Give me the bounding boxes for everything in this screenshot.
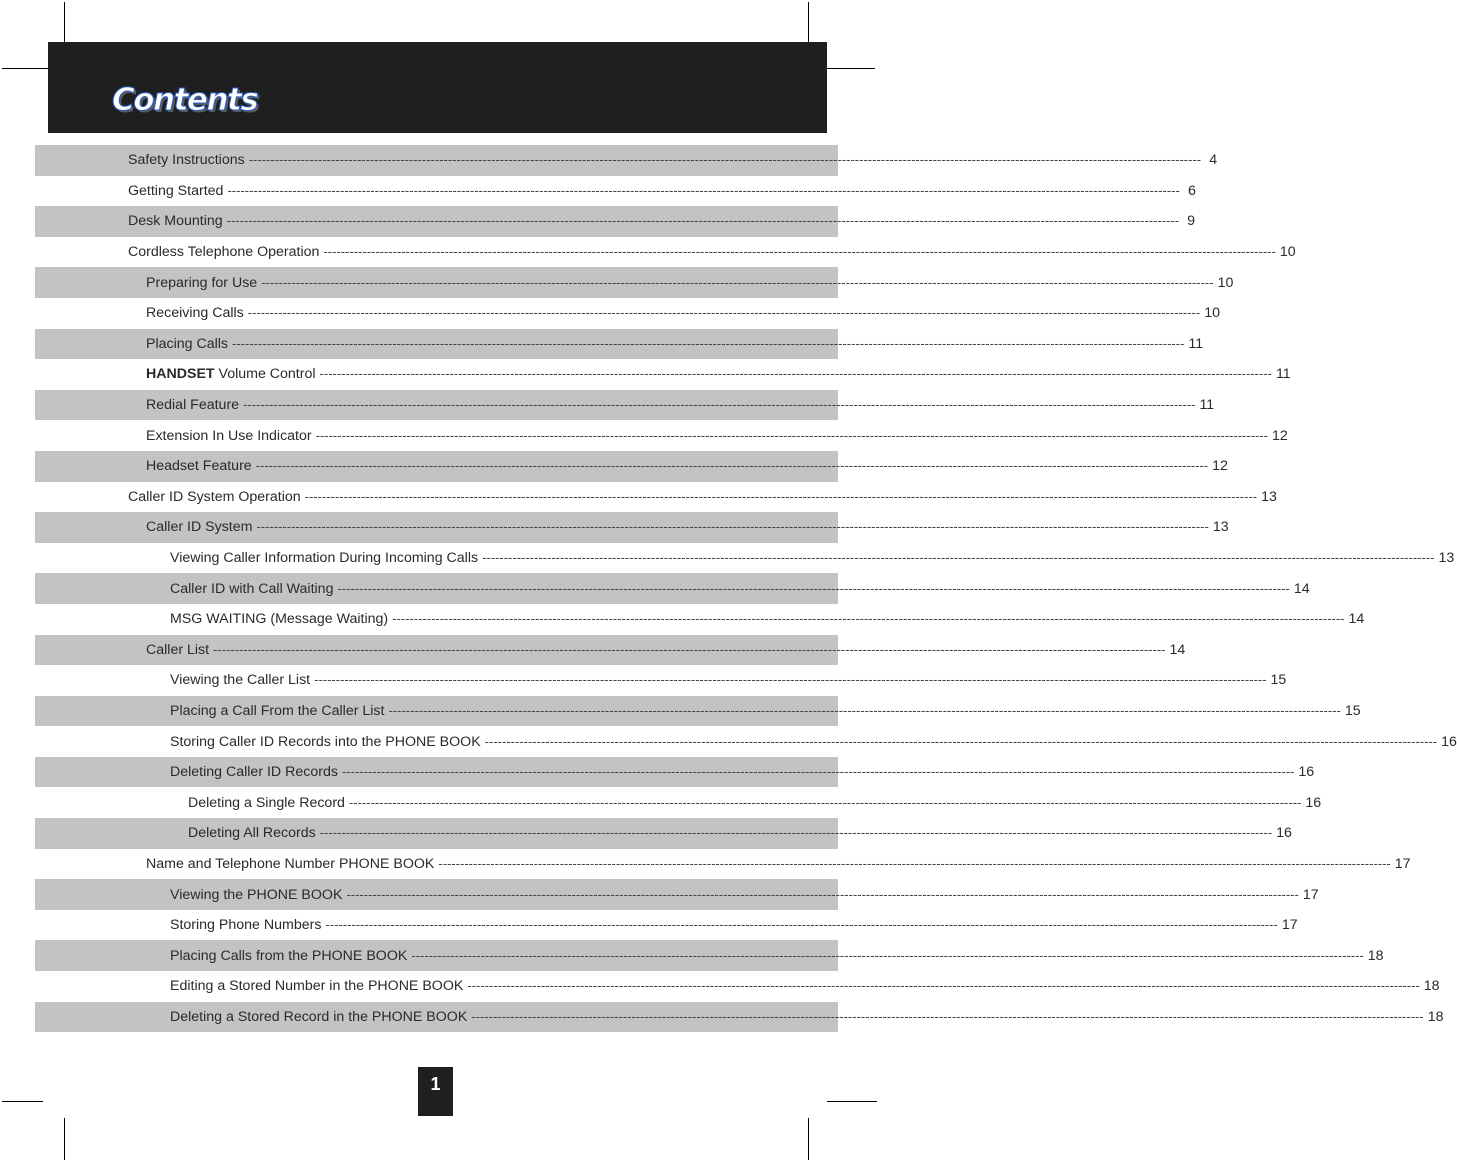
toc-row[interactable] [35,298,1220,329]
toc-entry-page: 17 [1281,917,1298,934]
toc-entry-label: Cordless Telephone Operation [128,244,320,261]
crop-mark-bottom-left-vertical [64,1118,65,1160]
toc-leader-dots: ---------------------------------------------------------------------------------------------------------------------------------------------------------------------------------------------------------------------------- [341,764,1295,780]
toc-leader-dots: ---------------------------------------------------------------------------------------------------------------------------------------------------------------------------------------------------------------------------- [315,427,1269,443]
toc-leader-dots: ---------------------------------------------------------------------------------------------------------------------------------------------------------------------------------------------------------------------------- [323,244,1276,260]
toc-entry[interactable] [188,825,1292,842]
toc-entry-page: 16 [1276,825,1292,842]
toc-leader-dots: ---------------------------------------------------------------------------------------------------------------------------------------------------------------------------------------------------------------------------- [243,397,1196,413]
toc-entry[interactable] [146,366,1291,383]
toc-entry-page: 13 [1438,550,1455,567]
toc-row[interactable] [35,329,1204,360]
page-title: Contents [112,82,258,118]
toc-row[interactable] [35,910,1298,941]
toc-entry-label-bold: HANDSET [146,366,215,383]
toc-entry[interactable] [146,427,1288,444]
toc-entry-page: 14 [1348,611,1365,628]
toc-row[interactable] [35,512,1229,543]
toc-entry-label: Viewing Caller Information During Incoming Calls [170,550,479,567]
toc-entry-label: Desk Mounting [128,213,223,230]
toc-entry-label: Deleting Caller ID Records [170,764,338,781]
toc-entry-label-text: Volume Control [214,366,316,383]
toc-row[interactable] [35,390,1215,421]
toc-entry[interactable] [170,733,1457,750]
toc-entry-page: 13 [1261,488,1277,505]
toc-entry[interactable] [170,1008,1444,1025]
toc-leader-dots: ---------------------------------------------------------------------------------------------------------------------------------------------------------------------------------------------------------------------------- [256,519,1209,535]
toc-row[interactable] [35,145,1218,176]
toc-leader-dots: ---------------------------------------------------------------------------------------------------------------------------------------------------------------------------------------------------------------------------- [325,917,1278,933]
toc-entry-page: 10 [1217,274,1234,291]
toc-entry-label: Storing Caller ID Records into the PHONE BOOK [170,733,481,750]
toc-entry[interactable] [170,580,1310,597]
toc-entry-label: Name and Telephone Number PHONE BOOK [146,855,435,872]
toc-leader-dots: ---------------------------------------------------------------------------------------------------------------------------------------------------------------------------------------------------------------------------- [213,641,1166,657]
toc-entry-page: 17 [1302,886,1319,903]
toc-entry-label: Extension In Use Indicator [146,427,312,444]
toc-entry[interactable] [146,458,1228,475]
toc-entry-label: Deleting All Records [188,825,316,842]
toc-row[interactable] [35,206,1196,237]
toc-entry-label: Caller ID with Call Waiting [170,580,334,597]
toc-entry-page: 14 [1169,641,1186,658]
crop-mark-top-left-vertical [64,2,65,42]
toc-entry-label: MSG WAITING (Message Waiting) [170,611,389,628]
crop-mark-top-right-horizontal [827,68,875,69]
toc-row[interactable] [35,665,1287,696]
toc-entry[interactable] [146,335,1204,352]
crop-mark-bottom-left-horizontal [2,1101,43,1102]
toc-row[interactable] [35,818,1292,849]
toc-leader-dots: ---------------------------------------------------------------------------------------------------------------------------------------------------------------------------------------------------------------------------- [346,886,1299,902]
toc-entry-page: 10 [1204,305,1220,322]
crop-mark-bottom-right-horizontal [827,1101,877,1102]
toc-entry[interactable] [170,917,1298,934]
crop-mark-top-left-horizontal [2,68,48,69]
toc-row[interactable] [35,359,1291,390]
toc-row[interactable] [35,176,1196,207]
toc-entry[interactable] [170,947,1384,964]
toc-entry-page: 15 [1270,672,1287,689]
toc-leader-dots: ---------------------------------------------------------------------------------------------------------------------------------------------------------------------------------------------------------------------------- [388,702,1341,718]
toc-entry-page: 16 [1298,764,1315,781]
toc-leader-dots: ---------------------------------------------------------------------------------------------------------------------------------------------------------------------------------------------------------------------------- [248,152,1202,168]
toc-entry-label: Headset Feature [146,458,252,475]
toc-entry-page: 16 [1305,794,1322,811]
toc-row[interactable] [35,237,1296,268]
toc-entry[interactable] [170,764,1315,781]
toc-leader-dots: ---------------------------------------------------------------------------------------------------------------------------------------------------------------------------------------------------------------------------- [482,550,1435,566]
toc-entry-page: 11 [1188,335,1204,352]
crop-mark-bottom-right-vertical [808,1118,809,1160]
toc-entry-page: 15 [1344,702,1361,719]
toc-entry[interactable] [170,886,1319,903]
toc-entry-page: 18 [1427,1008,1444,1025]
toc-entry[interactable] [146,519,1229,536]
toc-entry-page: 18 [1367,947,1384,964]
toc-entry-page: 11 [1275,366,1291,383]
toc-row[interactable] [35,726,1457,757]
toc-row[interactable] [35,1002,1444,1033]
toc-entry-page: 12 [1272,427,1288,444]
crop-mark-top-right-vertical [808,2,809,42]
toc-entry-page: 6 [1187,182,1196,199]
toc-leader-dots: ---------------------------------------------------------------------------------------------------------------------------------------------------------------------------------------------------------------------------- [314,672,1267,688]
toc-entry-page: 12 [1212,458,1228,475]
toc-entry[interactable] [146,397,1215,414]
toc-entry-label: Viewing the Caller List [170,672,311,689]
toc-entry-label: Deleting a Stored Record in the PHONE BOOK [170,1008,468,1025]
toc-entry-page: 10 [1279,244,1296,261]
toc-leader-dots: ---------------------------------------------------------------------------------------------------------------------------------------------------------------------------------------------------------------------------- [471,1008,1424,1024]
toc-entry-label: Caller ID System Operation [128,488,301,505]
toc-row[interactable] [35,971,1440,1002]
toc-leader-dots: ---------------------------------------------------------------------------------------------------------------------------------------------------------------------------------------------------------------------------- [227,182,1180,198]
toc-entry[interactable] [170,550,1455,567]
toc-row[interactable] [35,849,1411,880]
toc-entry-label: Receiving Calls [146,305,244,322]
toc-leader-dots: ---------------------------------------------------------------------------------------------------------------------------------------------------------------------------------------------------------------------------- [232,335,1185,351]
toc-leader-dots: ---------------------------------------------------------------------------------------------------------------------------------------------------------------------------------------------------------------------------- [255,458,1209,474]
toc-entry-page: 4 [1209,152,1218,169]
toc-leader-dots: ---------------------------------------------------------------------------------------------------------------------------------------------------------------------------------------------------------------------------- [261,274,1214,290]
toc-entry[interactable] [128,213,1196,230]
toc-entry-page: 14 [1293,580,1310,597]
toc-row[interactable] [35,635,1186,666]
toc-row[interactable] [35,267,1234,298]
toc-entry[interactable] [146,305,1220,322]
toc-leader-dots: ---------------------------------------------------------------------------------------------------------------------------------------------------------------------------------------------------------------------------- [392,611,1345,627]
toc-entry-label: Placing Calls from the PHONE BOOK [170,947,408,964]
toc-entry[interactable] [128,244,1296,261]
toc-entry[interactable] [146,274,1234,291]
toc-leader-dots: ---------------------------------------------------------------------------------------------------------------------------------------------------------------------------------------------------------------------------- [247,305,1201,321]
toc-entry[interactable] [170,611,1365,628]
toc-entry-label: Caller List [146,641,210,658]
toc-leader-dots: ---------------------------------------------------------------------------------------------------------------------------------------------------------------------------------------------------------------------------- [319,825,1273,841]
toc-entry[interactable] [128,488,1277,505]
toc-row[interactable] [35,787,1322,818]
toc-entry-page: 16 [1441,733,1457,750]
header-banner [48,42,827,133]
toc-leader-dots: ---------------------------------------------------------------------------------------------------------------------------------------------------------------------------------------------------------------------------- [348,794,1302,810]
toc-entry-label: Getting Started [128,182,224,199]
toc-row[interactable] [35,482,1277,513]
toc-leader-dots: ---------------------------------------------------------------------------------------------------------------------------------------------------------------------------------------------------------------------------- [304,488,1258,504]
toc-entry-label: Viewing the PHONE BOOK [170,886,343,903]
toc-entry[interactable] [170,978,1440,995]
toc-entry[interactable] [170,672,1287,689]
toc-row[interactable] [35,757,1315,788]
toc-entry-label: Safety Instructions [128,152,245,169]
toc-entry-label: Preparing for Use [146,274,258,291]
toc-entry-label: Caller ID System [146,519,253,536]
toc-leader-dots: ---------------------------------------------------------------------------------------------------------------------------------------------------------------------------------------------------------------------------- [337,580,1290,596]
toc-entry[interactable] [128,152,1218,169]
toc-entry-label: Editing a Stored Number in the PHONE BOOK [170,978,464,995]
toc-entry[interactable] [128,182,1196,199]
toc-entry-label: Storing Phone Numbers [170,917,322,934]
toc-row[interactable] [35,604,1365,635]
toc-leader-dots: ---------------------------------------------------------------------------------------------------------------------------------------------------------------------------------------------------------------------------- [467,978,1420,994]
toc-leader-dots: ---------------------------------------------------------------------------------------------------------------------------------------------------------------------------------------------------------------------------- [484,733,1438,749]
toc-entry-label: Deleting a Single Record [188,794,345,811]
toc-entry-page: 13 [1212,519,1229,536]
toc-entry-label: Placing a Call From the Caller List [170,702,385,719]
toc-entry-page: 17 [1394,855,1411,872]
table-of-contents [35,145,1457,1032]
toc-row[interactable] [35,696,1361,727]
toc-entry-label [146,366,316,382]
toc-leader-dots: ---------------------------------------------------------------------------------------------------------------------------------------------------------------------------------------------------------------------------- [319,366,1272,382]
toc-row[interactable] [35,573,1310,604]
toc-entry[interactable] [170,702,1361,719]
toc-entry-label: Redial Feature [146,397,240,414]
toc-row[interactable] [35,879,1319,910]
toc-row[interactable] [35,420,1288,451]
toc-entry-page: 18 [1423,978,1440,995]
toc-entry-page: 11 [1199,397,1215,414]
toc-entry[interactable] [146,641,1186,658]
toc-row[interactable] [35,543,1455,574]
toc-entry[interactable] [188,794,1322,811]
toc-row[interactable] [35,451,1228,482]
toc-entry[interactable] [146,855,1411,872]
page-number: 1 [418,1067,453,1116]
toc-row[interactable] [35,940,1384,971]
toc-leader-dots: ---------------------------------------------------------------------------------------------------------------------------------------------------------------------------------------------------------------------------- [438,855,1391,871]
toc-entry-label: Placing Calls [146,335,229,352]
toc-leader-dots: ---------------------------------------------------------------------------------------------------------------------------------------------------------------------------------------------------------------------------- [411,947,1364,963]
toc-entry-page: 9 [1187,213,1196,230]
toc-leader-dots: ---------------------------------------------------------------------------------------------------------------------------------------------------------------------------------------------------------------------------- [226,213,1180,229]
